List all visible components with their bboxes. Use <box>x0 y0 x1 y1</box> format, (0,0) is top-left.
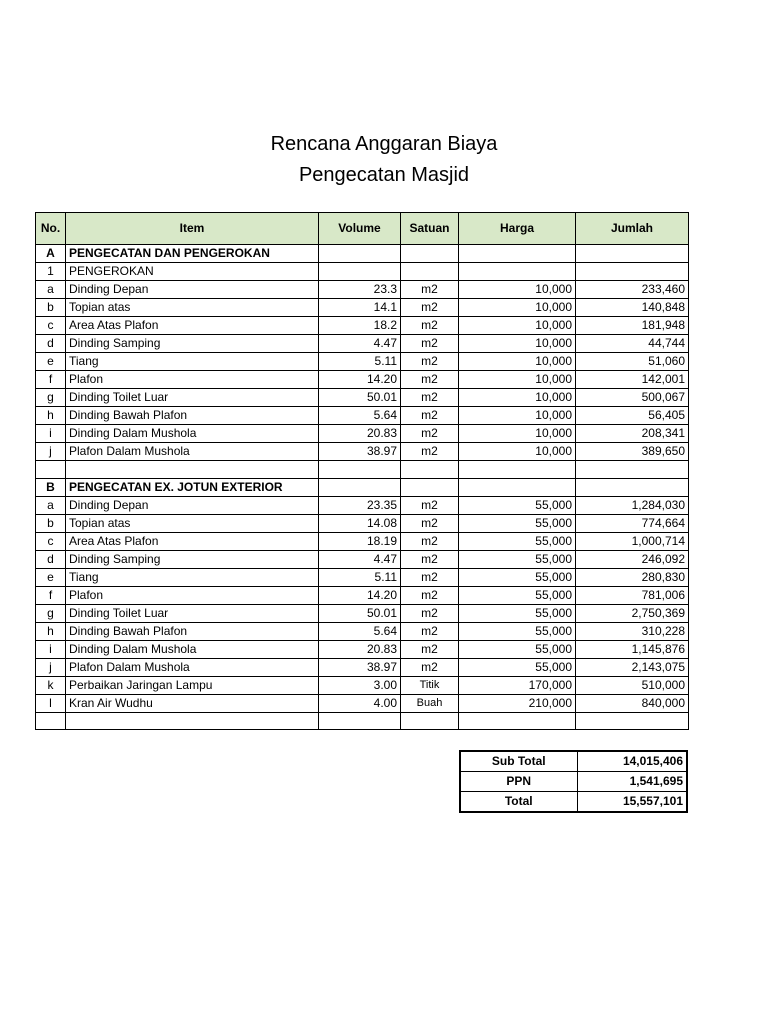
cell-jumlah: 246,092 <box>576 550 689 568</box>
cell-satuan <box>401 461 459 479</box>
document-title: Rencana Anggaran Biaya <box>270 133 498 155</box>
cell-harga: 10,000 <box>459 317 576 335</box>
cell-harga <box>459 245 576 263</box>
cell-jumlah: 44,744 <box>576 335 689 353</box>
table-row <box>36 604 689 622</box>
table-row <box>36 299 689 317</box>
table-row <box>36 407 689 425</box>
cell-volume: 20.83 <box>319 425 401 443</box>
cell-volume: 5.64 <box>319 407 401 425</box>
cell-volume: 14.20 <box>319 586 401 604</box>
summary-value: 1,541,695 <box>577 772 687 792</box>
cell-jumlah: 233,460 <box>576 281 689 299</box>
cell-no: d <box>36 335 66 353</box>
cell-satuan: m2 <box>401 371 459 389</box>
cell-satuan: m2 <box>401 586 459 604</box>
header-jumlah: Jumlah <box>576 213 689 245</box>
cell-harga: 55,000 <box>459 532 576 550</box>
cell-volume: 14.20 <box>319 371 401 389</box>
cell-volume <box>319 712 401 730</box>
cell-item: Dinding Samping <box>66 550 319 568</box>
table-row <box>36 550 689 568</box>
cell-harga <box>459 461 576 479</box>
cell-satuan: m2 <box>401 407 459 425</box>
cell-item: Dinding Bawah Plafon <box>66 622 319 640</box>
table-row <box>36 658 689 676</box>
cell-harga: 10,000 <box>459 425 576 443</box>
cell-jumlah: 389,650 <box>576 443 689 461</box>
table-row <box>36 532 689 550</box>
cell-jumlah: 1,145,876 <box>576 640 689 658</box>
cell-harga: 10,000 <box>459 371 576 389</box>
cell-jumlah <box>576 263 689 281</box>
cell-harga: 170,000 <box>459 676 576 694</box>
cell-satuan <box>401 263 459 281</box>
cell-satuan <box>401 245 459 263</box>
cell-no: e <box>36 353 66 371</box>
cell-no: f <box>36 371 66 389</box>
cell-no: d <box>36 550 66 568</box>
cell-item: Dinding Bawah Plafon <box>66 407 319 425</box>
cell-no: 1 <box>36 263 66 281</box>
cell-item: Dinding Toilet Luar <box>66 604 319 622</box>
cell-volume: 5.11 <box>319 568 401 586</box>
cell-no: b <box>36 514 66 532</box>
cell-harga: 210,000 <box>459 694 576 712</box>
cell-volume <box>319 245 401 263</box>
cell-item: PENGECATAN DAN PENGEROKAN <box>66 245 319 263</box>
cell-jumlah: 2,143,075 <box>576 658 689 676</box>
table-row <box>36 568 689 586</box>
cell-jumlah: 310,228 <box>576 622 689 640</box>
cell-satuan: m2 <box>401 299 459 317</box>
cell-jumlah <box>576 478 689 496</box>
cell-volume: 14.1 <box>319 299 401 317</box>
table-row <box>36 371 689 389</box>
cell-volume: 18.19 <box>319 532 401 550</box>
cell-no: h <box>36 622 66 640</box>
cell-satuan: m2 <box>401 335 459 353</box>
cell-volume: 23.3 <box>319 281 401 299</box>
cell-no: a <box>36 496 66 514</box>
cell-satuan: m2 <box>401 425 459 443</box>
cell-volume: 4.47 <box>319 550 401 568</box>
table-row <box>36 281 689 299</box>
summary-row <box>460 772 687 792</box>
cell-item: Dinding Toilet Luar <box>66 389 319 407</box>
table-row <box>36 676 689 694</box>
cell-volume: 50.01 <box>319 604 401 622</box>
cell-item: Dinding Dalam Mushola <box>66 640 319 658</box>
cell-satuan: m2 <box>401 514 459 532</box>
cell-harga: 55,000 <box>459 640 576 658</box>
summary-row <box>460 792 687 813</box>
table-row <box>36 478 689 496</box>
cell-jumlah: 781,006 <box>576 586 689 604</box>
cell-item: Dinding Dalam Mushola <box>66 425 319 443</box>
cell-volume: 4.00 <box>319 694 401 712</box>
cell-no: i <box>36 425 66 443</box>
cell-item: Tiang <box>66 353 319 371</box>
cell-no: c <box>36 532 66 550</box>
table-row <box>36 694 689 712</box>
summary-label: PPN <box>460 772 577 792</box>
table-row <box>36 461 689 479</box>
table-row <box>36 389 689 407</box>
cell-jumlah: 51,060 <box>576 353 689 371</box>
cell-volume: 38.97 <box>319 658 401 676</box>
cell-no <box>36 712 66 730</box>
header-item: Item <box>66 213 319 245</box>
cell-satuan: m2 <box>401 658 459 676</box>
cell-no: h <box>36 407 66 425</box>
cell-no: j <box>36 658 66 676</box>
table-row <box>36 712 689 730</box>
summary-label: Sub Total <box>460 751 577 772</box>
cell-volume: 5.64 <box>319 622 401 640</box>
header-harga: Harga <box>459 213 576 245</box>
cell-item: Dinding Depan <box>66 496 319 514</box>
cell-harga <box>459 263 576 281</box>
cell-harga: 55,000 <box>459 496 576 514</box>
cell-volume: 20.83 <box>319 640 401 658</box>
cell-volume: 4.47 <box>319 335 401 353</box>
cell-no: a <box>36 281 66 299</box>
table-header-row <box>36 213 689 245</box>
cell-volume: 5.11 <box>319 353 401 371</box>
table-row <box>36 335 689 353</box>
cell-jumlah: 1,284,030 <box>576 496 689 514</box>
cell-item: Tiang <box>66 568 319 586</box>
cell-no: j <box>36 443 66 461</box>
cell-jumlah: 500,067 <box>576 389 689 407</box>
summary-label: Total <box>460 792 577 813</box>
cell-no: g <box>36 389 66 407</box>
cell-item <box>66 712 319 730</box>
cell-no: A <box>36 245 66 263</box>
table-row <box>36 586 689 604</box>
cell-satuan: m2 <box>401 317 459 335</box>
cell-satuan: m2 <box>401 622 459 640</box>
cell-harga: 10,000 <box>459 299 576 317</box>
table-row <box>36 353 689 371</box>
cell-no: e <box>36 568 66 586</box>
cell-jumlah: 56,405 <box>576 407 689 425</box>
cell-harga: 55,000 <box>459 622 576 640</box>
table-row <box>36 514 689 532</box>
table-row <box>36 263 689 281</box>
cell-satuan: m2 <box>401 550 459 568</box>
cell-jumlah: 510,000 <box>576 676 689 694</box>
cell-jumlah: 2,750,369 <box>576 604 689 622</box>
summary-row <box>460 751 687 772</box>
cell-no: g <box>36 604 66 622</box>
cell-jumlah <box>576 461 689 479</box>
header-no: No. <box>36 213 66 245</box>
cell-harga <box>459 712 576 730</box>
cell-harga: 10,000 <box>459 353 576 371</box>
cell-harga: 55,000 <box>459 604 576 622</box>
budget-table <box>35 212 689 730</box>
cell-jumlah: 774,664 <box>576 514 689 532</box>
cell-no: k <box>36 676 66 694</box>
cell-volume: 14.08 <box>319 514 401 532</box>
cell-jumlah <box>576 245 689 263</box>
cell-item: Perbaikan Jaringan Lampu <box>66 676 319 694</box>
header-volume: Volume <box>319 213 401 245</box>
cell-item: Kran Air Wudhu <box>66 694 319 712</box>
cell-jumlah: 840,000 <box>576 694 689 712</box>
cell-volume <box>319 461 401 479</box>
cell-item: PENGEROKAN <box>66 263 319 281</box>
cell-harga: 10,000 <box>459 281 576 299</box>
table-row <box>36 317 689 335</box>
cell-item: Topian atas <box>66 514 319 532</box>
cell-jumlah: 280,830 <box>576 568 689 586</box>
cell-volume: 3.00 <box>319 676 401 694</box>
cell-jumlah: 208,341 <box>576 425 689 443</box>
cell-no: b <box>36 299 66 317</box>
summary-value: 14,015,406 <box>577 751 687 772</box>
cell-satuan: m2 <box>401 496 459 514</box>
header-satuan: Satuan <box>401 213 459 245</box>
cell-volume: 38.97 <box>319 443 401 461</box>
cell-item: PENGECATAN EX. JOTUN EXTERIOR <box>66 478 319 496</box>
cell-harga: 10,000 <box>459 389 576 407</box>
cell-jumlah <box>576 712 689 730</box>
cell-item: Topian atas <box>66 299 319 317</box>
table-body <box>36 245 689 730</box>
cell-volume: 18.2 <box>319 317 401 335</box>
cell-volume: 50.01 <box>319 389 401 407</box>
cell-no: i <box>36 640 66 658</box>
cell-item <box>66 461 319 479</box>
cell-no <box>36 461 66 479</box>
cell-harga: 10,000 <box>459 407 576 425</box>
cell-item: Dinding Samping <box>66 335 319 353</box>
cell-harga: 55,000 <box>459 568 576 586</box>
cell-satuan <box>401 712 459 730</box>
cell-satuan: m2 <box>401 443 459 461</box>
cell-no: c <box>36 317 66 335</box>
cell-item: Area Atas Plafon <box>66 317 319 335</box>
table-row <box>36 640 689 658</box>
cell-satuan: Buah <box>401 694 459 712</box>
cell-item: Plafon Dalam Mushola <box>66 658 319 676</box>
cell-jumlah: 140,848 <box>576 299 689 317</box>
cell-harga <box>459 478 576 496</box>
cell-satuan: m2 <box>401 640 459 658</box>
cell-jumlah: 142,001 <box>576 371 689 389</box>
table-row <box>36 622 689 640</box>
cell-harga: 55,000 <box>459 586 576 604</box>
cell-satuan: m2 <box>401 532 459 550</box>
cell-item: Plafon Dalam Mushola <box>66 443 319 461</box>
cell-item: Dinding Depan <box>66 281 319 299</box>
cell-volume <box>319 263 401 281</box>
cell-jumlah: 1,000,714 <box>576 532 689 550</box>
cell-item: Plafon <box>66 371 319 389</box>
cell-item: Plafon <box>66 586 319 604</box>
cell-harga: 10,000 <box>459 443 576 461</box>
table-row <box>36 245 689 263</box>
cell-item: Area Atas Plafon <box>66 532 319 550</box>
cell-volume: 23.35 <box>319 496 401 514</box>
cell-volume <box>319 478 401 496</box>
cell-satuan <box>401 478 459 496</box>
table-row <box>36 496 689 514</box>
cell-satuan: Titik <box>401 676 459 694</box>
cell-harga: 10,000 <box>459 335 576 353</box>
cell-harga: 55,000 <box>459 514 576 532</box>
cell-no: B <box>36 478 66 496</box>
table-row <box>36 425 689 443</box>
document-subtitle: Pengecatan Masjid <box>298 164 470 186</box>
cell-no: l <box>36 694 66 712</box>
cell-harga: 55,000 <box>459 550 576 568</box>
cell-jumlah: 181,948 <box>576 317 689 335</box>
summary-value: 15,557,101 <box>577 792 687 813</box>
cell-harga: 55,000 <box>459 658 576 676</box>
cell-satuan: m2 <box>401 353 459 371</box>
cell-no: f <box>36 586 66 604</box>
cell-satuan: m2 <box>401 281 459 299</box>
cell-satuan: m2 <box>401 389 459 407</box>
cell-satuan: m2 <box>401 568 459 586</box>
summary-table <box>459 750 688 813</box>
table-row <box>36 443 689 461</box>
cell-satuan: m2 <box>401 604 459 622</box>
